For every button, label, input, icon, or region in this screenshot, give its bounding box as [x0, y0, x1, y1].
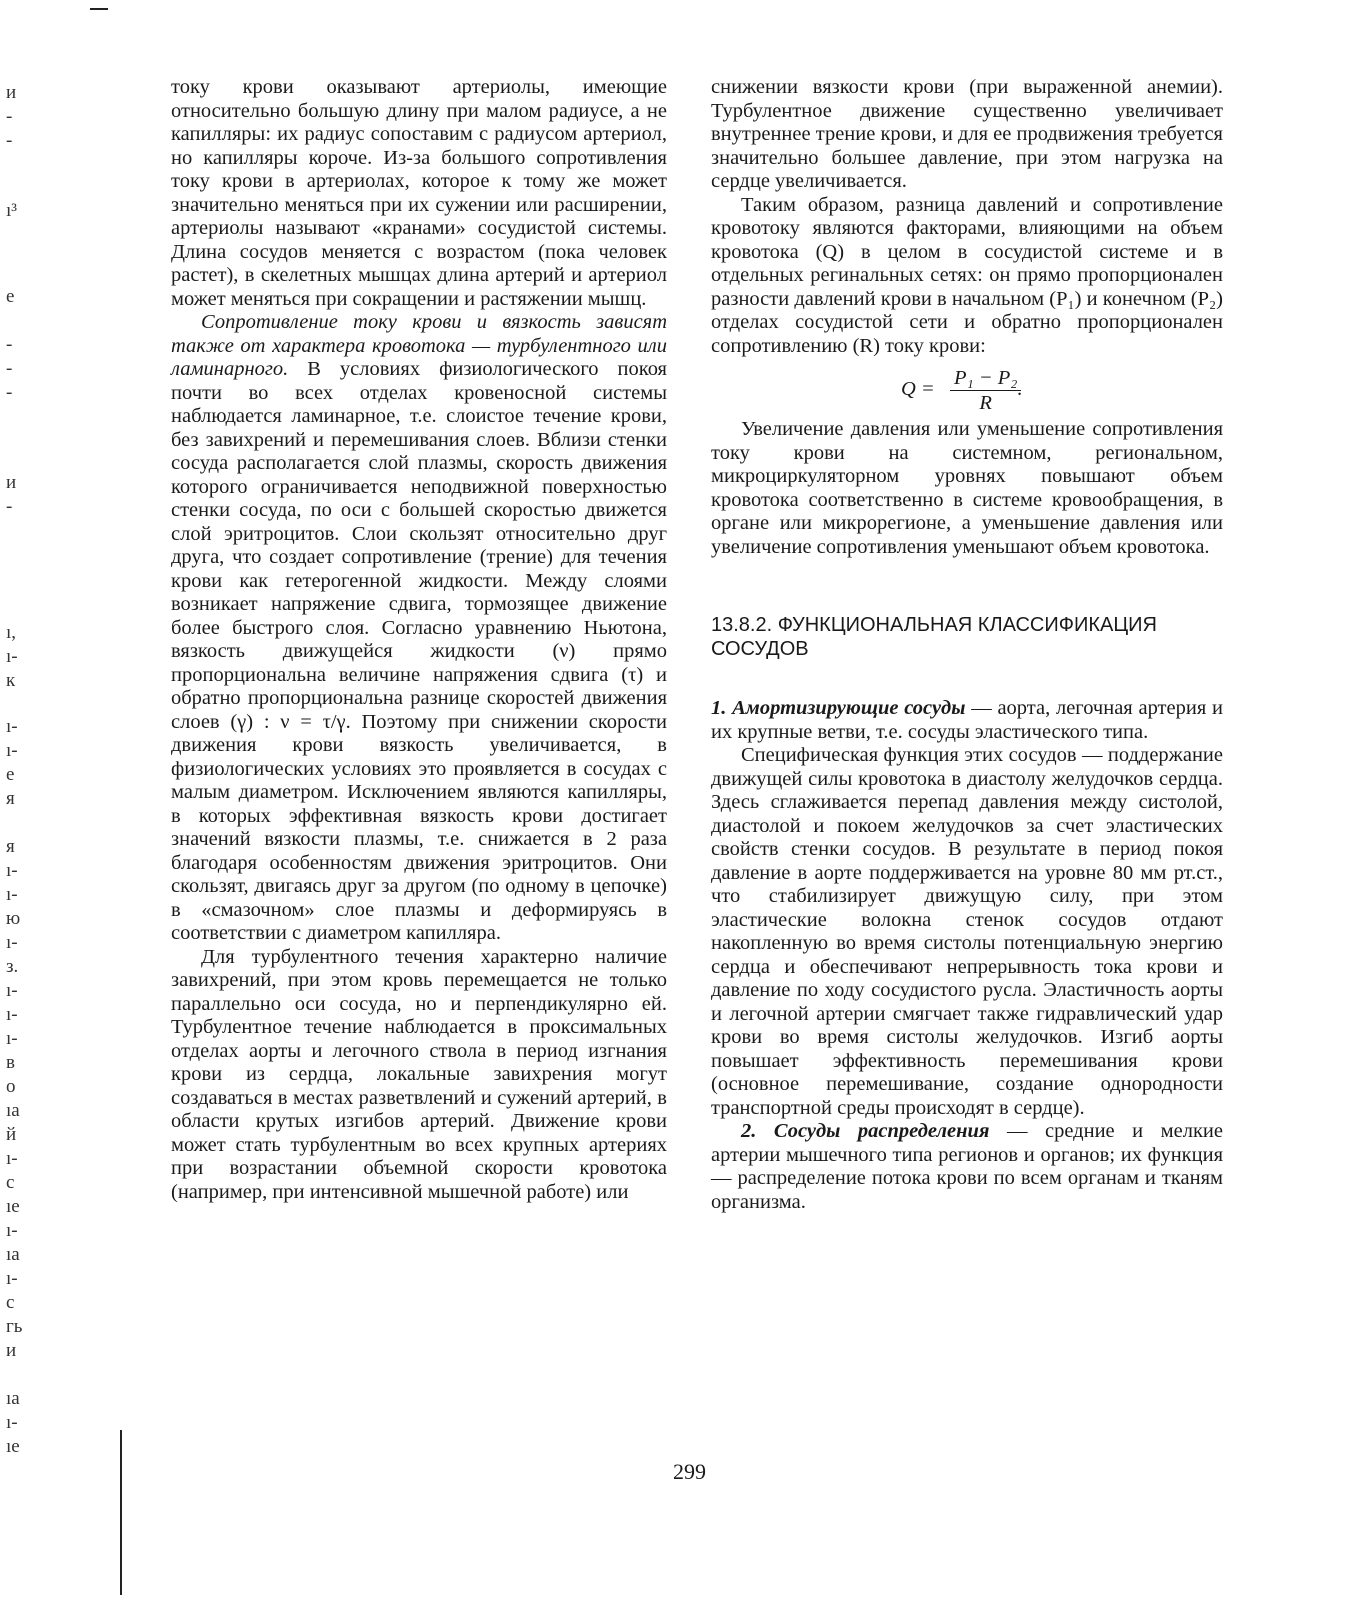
margin-fragment: о: [6, 1076, 16, 1097]
margin-fragment: ı-: [6, 1004, 18, 1025]
paragraph: [171, 311, 667, 946]
margin-fragment: й: [6, 1124, 17, 1145]
section-heading: 13.8.2. ФУНКЦИОНАЛЬНАЯ КЛАССИФИКАЦИЯ СОСУДОВ: [711, 614, 1157, 660]
margin-fragment: к: [6, 670, 16, 691]
margin-fragment: -: [6, 496, 13, 517]
paragraph: Увеличение давления или уменьшение сопротивления току крови на системном, региональном, микроциркуляторном уровнях повышают объем кровотока соответственно в системе кровообращения, в органе или микрорегионе, а уменьшение давления или увеличение сопротивления уменьшают объем кровотока.: [711, 418, 1223, 558]
margin-fragment: и: [6, 472, 17, 493]
scan-mark-binding: [120, 1430, 122, 1595]
margin-fragment: ı,: [6, 622, 17, 643]
margin-fragment: ı-: [6, 860, 18, 881]
right-column: [711, 76, 1223, 1214]
margin-fragment: ıа: [6, 1388, 20, 1409]
margin-fragment: ı-: [6, 1412, 18, 1433]
formula-numerator: P₁ − P₂: [950, 366, 1021, 391]
margin-fragment: гь: [6, 1316, 23, 1337]
paragraph: Таким образом, разница давлений и сопротивление кровотоку являются факторами, влияющими на объем кровотока (Q) в целом в сосудистой системе и в отдельных регинальных сетях: он прямо пропорционален разности давлений крови в начальном (P₁) и конечном (P₂) отделах сосудистой сети и обратно пропорционален сопротивлению (R) току крови:: [711, 193, 1223, 357]
margin-fragment: ıа: [6, 1244, 20, 1265]
paragraph: Для турбулентного течения характерно наличие завихрений, при этом кровь перемещается не только параллельно оси сосуда, но и перпендикулярно ей. Турбулентное течение наблюдается в проксимальных отделах аорты и легочного ствола в период изгнания крови из сердца, локальные завихрения могут создаваться в местах разветвлений и сужений артерий, в области крутых изгибов артерий. Движение крови может стать турбулентным во всех крупных артериях при возрастании объемной скорости кровотока (например, при интенсивной мышечной работе) или: [171, 945, 667, 1203]
list-item-label: 1. Амортизирующие сосуды: [711, 697, 966, 719]
margin-fragment: -: [6, 358, 13, 379]
paragraph-text: В условиях физиологического покоя почти во всех отделах кровеносной системы наблюдается ламинарное, т.е. слоистое течение крови, без завихрений и перемешивания слоев. Вблизи стенки сосуда располагается слой плазмы, скорость движения которого ограничивается неподвижной поверхностью стенки сосуда, по оси с большей скоростью движется слой эритроцитов. Слои скользят относительно друг друга, что создает сопротивление (трение) для течения крови как гетерогенной жидкости. Между слоями возникает напряжение сдвига, тормозящее движение более быстрого слоя. Согласно уравнению Ньютона, вязкость движущейся жидкости (ν) прямо пропорциональна величине напряжения сдвига (τ) и обратно пропорциональна разнице скоростей движения слоев (γ) : ν = τ/γ. Поэтому при снижении скорости движения крови вязкость увеличивается, в физиологических условиях это проявляется в сосудах с малым диаметром. Исключением являются капилляры, в которых эффективная вязкость крови достигает значений вязкости плазмы, т.е. снижается в 2 раза благодаря особенностям движения эритроцитов. Они скользят, двигаясь друг за другом (по одному в цепочке) в «смазочном» слое плазмы и деформируясь в соответствии с диаметром капилляра.: [171, 358, 667, 944]
margin-fragment: я: [6, 788, 15, 809]
margin-fragment: ıе: [6, 1196, 20, 1217]
scan-mark-top: [90, 8, 108, 10]
formula-end: .: [1017, 378, 1023, 400]
formula-denominator: R: [979, 392, 992, 414]
margin-fragment: -: [6, 334, 13, 355]
margin-fragment: ı³: [6, 200, 17, 221]
margin-fragment: с: [6, 1292, 15, 1313]
margin-fragment: -: [6, 382, 13, 403]
list-item: [711, 1120, 1223, 1214]
margin-fragment: ı-: [6, 884, 18, 905]
margin-fragment: и: [6, 82, 17, 103]
formula-fraction: [950, 366, 1021, 415]
margin-fragment: ıе: [6, 1436, 20, 1457]
margin-fragment: ı-: [6, 1268, 18, 1289]
margin-fragment: ı-: [6, 932, 18, 953]
left-column: [171, 76, 667, 1204]
list-item-text: — аорта, легочная артерия и их крупные ветви, т.е. сосуды эластического типа.: [711, 697, 1223, 743]
margin-fragment: ı-: [6, 1028, 18, 1049]
margin-fragment: -: [6, 130, 13, 151]
margin-fragment: в: [6, 1052, 15, 1073]
margin-fragment: ı-: [6, 646, 18, 667]
margin-fragment: и: [6, 1340, 17, 1361]
margin-fragment: ıа: [6, 1100, 20, 1121]
margin-fragment: е: [6, 286, 15, 307]
paragraph: снижении вязкости крови (при выраженной анемии). Турбулентное движение существенно увеличивает внутреннее трение крови, и для ее продвижения требуется значительно большее давление, при этом нагрузка на сердце увеличивается.: [711, 76, 1223, 192]
margin-fragment: е: [6, 764, 15, 785]
margin-fragment: -: [6, 106, 13, 127]
margin-fragment: ı-: [6, 1220, 18, 1241]
page-number: 299: [673, 1459, 706, 1484]
list-item-label: 2. Сосуды распределения: [741, 1120, 990, 1142]
margin-fragment: я: [6, 836, 15, 857]
margin-fragment: ı-: [6, 740, 18, 761]
italic-emphasis: Сопротивление току крови и вязкость зависят также от характера кровотока — турбулентного или ламинарного.: [171, 311, 667, 380]
margin-fragment: ı-: [6, 1148, 18, 1169]
paragraph: току крови оказывают артериолы, имеющие относительно большую длину при малом радиусе, а не капилляры: их радиус сопоставим с радиусом артериол, но капилляры короче. Из-за большого сопротивления току крови в артериолах, которое к тому же может значительно меняться при их сужении или расширении, артериолы называют «кранами» сосудистой системы. Длина сосудов меняется с возрастом (пока человек растет), в скелетных мышцах длина артерий и артериол может меняться при сокращении и растяжении мышц.: [171, 76, 667, 310]
flow-formula: [711, 358, 1223, 418]
margin-fragment: с: [6, 1172, 15, 1193]
list-item-text: — средние и мелкие артерии мышечного типа регионов и органов; их функция — распределение потока крови по всем органам и тканям организма.: [711, 1120, 1224, 1213]
formula-lhs: Q =: [901, 378, 935, 400]
margin-fragment: ю: [6, 908, 21, 929]
list-item: [711, 697, 1223, 744]
margin-fragment: ı-: [6, 716, 18, 737]
paragraph: Специфическая функция этих сосудов — поддержание движущей силы кровотока в диастолу желудочков сердца. Здесь сглаживается перепад давления между систолой, диастолой и покоем желудочков за счет эластических свойств стенки сосудов. В результате в период покоя давление в аорте поддерживается на уровне 80 мм рт.ст., что стабилизирует движущую силу, при этом эластические волокна стенок сосудов отдают накопленную во время систолы потенциальную энергию сердца и обеспечивают непрерывность тока крови и давление по ходу сосудистого русла. Эластичность аорты и легочной артерии смягчает также гидравлический удар крови во время систолы желудочков. Изгиб аорты повышает эффективность перемешивания крови (основное перемешивание, создание однородности транспортной среды происходят в сердце).: [711, 744, 1223, 1119]
margin-fragment: з.: [6, 956, 19, 977]
margin-fragment: ı-: [6, 980, 18, 1001]
